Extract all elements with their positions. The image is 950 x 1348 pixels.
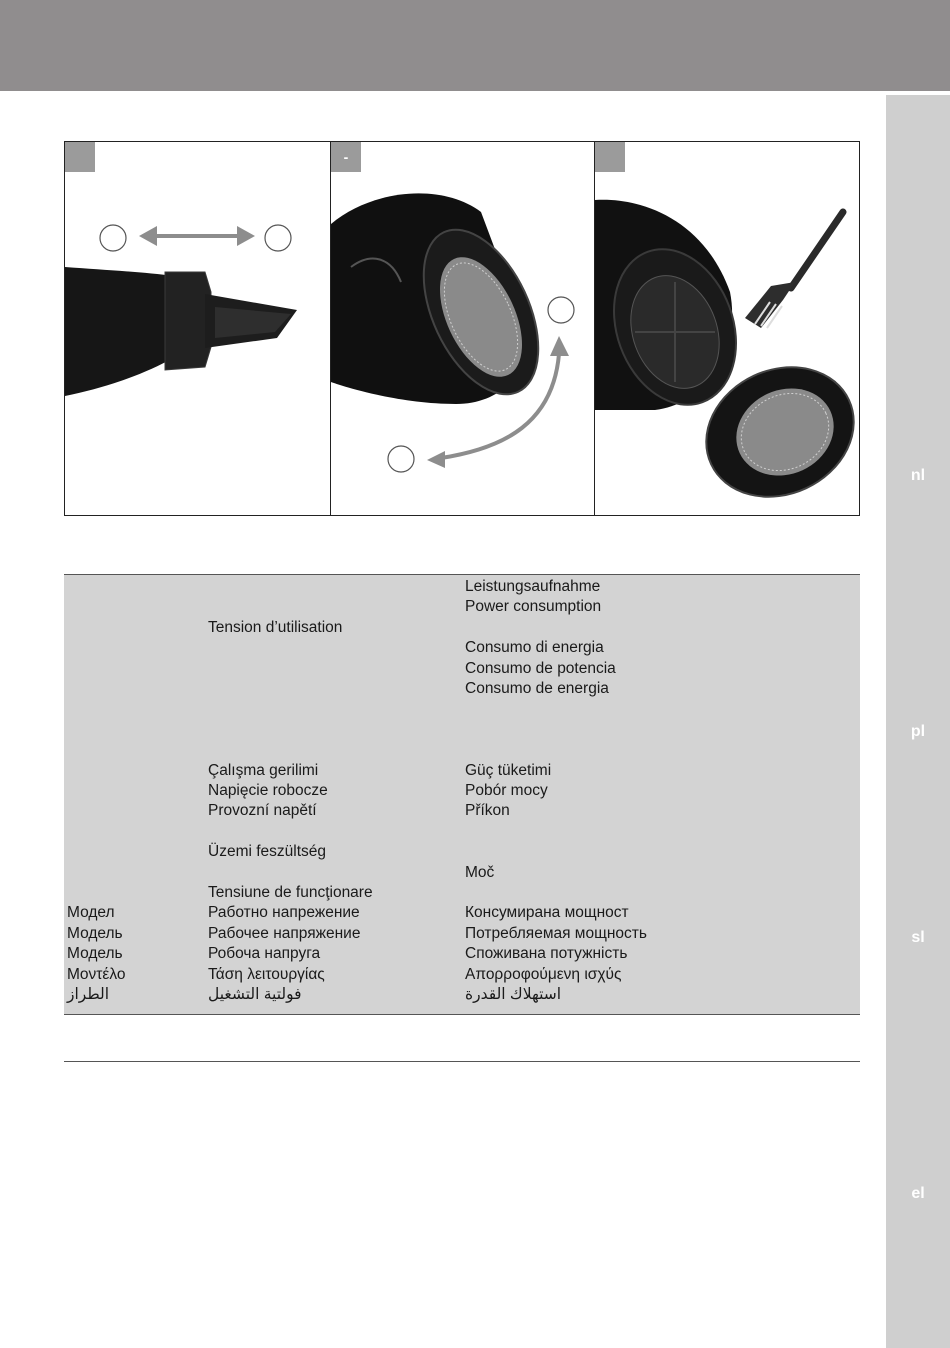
brush-head <box>745 282 795 328</box>
spec-col1-row-20: الطراز <box>67 986 110 1003</box>
spec-col3-row-9: Güç tüketimi <box>465 761 552 779</box>
header-bar <box>0 0 950 91</box>
language-tab-sl: sl <box>911 929 925 946</box>
spec-col2-row-18: Робоча напруга <box>208 945 321 963</box>
spec-col2-row-15: Tensiune de funcţionare <box>208 884 373 901</box>
spec-col1-row-18: Модель <box>67 945 123 963</box>
dryer-barrel <box>65 267 173 396</box>
spec-col3-row-5: Consumo de energia <box>465 680 609 697</box>
language-tab-nl: nl <box>910 467 926 484</box>
step-badge <box>65 142 95 172</box>
callout-circle-top <box>548 297 574 323</box>
spec-col1-row-19: Μοντέλο <box>67 965 126 983</box>
spec-col2-row-17: Рабочее напряжение <box>208 924 361 942</box>
spec-table <box>64 575 860 1014</box>
nozzle-collar <box>165 272 211 370</box>
spec-col2-row-19: Τάση λειτουργίας <box>208 965 325 983</box>
spec-col2-row-9: Çalışma gerilimi <box>208 761 319 779</box>
arrow-head-right <box>237 226 255 246</box>
arrow-head-left <box>427 451 445 468</box>
spec-col1-row-16: Модел <box>67 904 115 922</box>
spec-col3-row-11: Příkon <box>465 802 510 820</box>
footer-rule <box>64 1061 860 1062</box>
callout-circle-bottom <box>388 446 414 472</box>
spec-col2-row-11: Provozní napětí <box>208 802 317 820</box>
arrow-head-left <box>139 226 157 246</box>
spec-col3-row-4: Consumo de potencia <box>465 659 616 677</box>
spec-col3-row-16: Консумирана мощност <box>465 904 629 922</box>
spec-col3-row-14: Moč <box>465 863 495 881</box>
spec-col3-row-19: Απορροφούμενη ισχύς <box>465 965 622 983</box>
spec-col2-row-16: Работно напрежение <box>208 904 360 922</box>
spec-col1-row-17: Модель <box>67 924 123 942</box>
spec-col3-row-20: استهلاك القدرة <box>465 986 562 1003</box>
figure-nozzle-attach <box>64 141 331 516</box>
spec-col3-row-18: Споживана потужність <box>465 945 628 963</box>
spacer <box>699 208 841 212</box>
spec-col3-row-10: Pobór mocy <box>465 782 548 799</box>
spec-col2-row-13: Üzemi feszültség <box>208 843 327 861</box>
callout-circle-left <box>100 225 126 251</box>
spec-col3-row-17: Потребляемая мощность <box>465 924 647 942</box>
nozzle-illustration <box>65 142 331 516</box>
spec-col2-row-10: Napięcie robocze <box>208 782 328 799</box>
spec-col3-row-1: Power consumption <box>465 598 602 616</box>
grille-rotate-illustration <box>331 142 595 516</box>
figure-filter-clean <box>594 141 860 516</box>
brush-handle <box>791 212 843 288</box>
step-badge: - <box>331 142 361 172</box>
language-sidebar <box>886 95 950 1348</box>
spec-col2-row-2: Tension d’utilisation <box>208 618 343 636</box>
spec-col3-row-0: Leistungsaufnahme <box>465 578 601 595</box>
language-tab-el: el <box>911 1185 925 1202</box>
language-tab-pl: pl <box>910 723 926 740</box>
spec-table-bottom-rule <box>64 1014 860 1015</box>
figure-grille-rotate <box>330 141 595 516</box>
spec-col3-row-3: Consumo di energia <box>465 639 604 657</box>
arrow-head-up <box>550 336 569 356</box>
spec-col2-row-20: فولتية التشغيل <box>208 986 302 1003</box>
step-badge <box>595 142 625 172</box>
callout-circle-right <box>265 225 291 251</box>
filter-clean-illustration <box>595 142 860 516</box>
